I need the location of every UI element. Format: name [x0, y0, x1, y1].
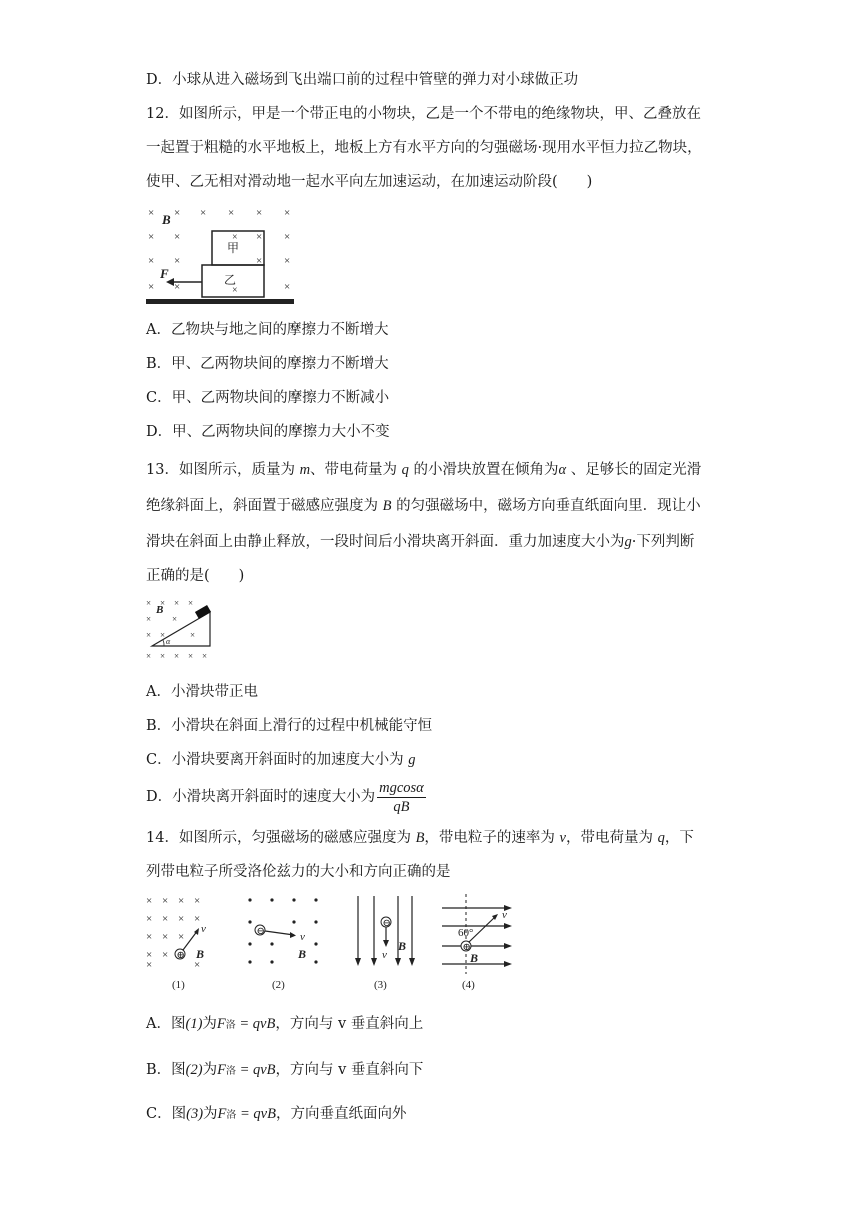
q14-figure-4 — [436, 892, 516, 992]
svg-text:×: × — [232, 285, 238, 296]
svg-text:v: v — [201, 923, 206, 935]
svg-text:×: × — [162, 931, 169, 943]
svg-text:×: × — [284, 231, 291, 243]
svg-text:v: v — [502, 909, 507, 921]
svg-text:×: × — [284, 281, 291, 293]
q12-option-b: B．甲、乙两物块间的摩擦力不断增大 — [146, 356, 389, 372]
positive-charge-icon: ⊕ — [176, 950, 185, 961]
svg-text:×: × — [188, 651, 194, 661]
q13-option-d: D．小滑块离开斜面时的速度大小为 $\frac{mgcos\alpha}{qB}$ — [146, 779, 424, 815]
q13-option-c: C．小滑块要离开斜面时的加速度大小为 g — [146, 752, 416, 768]
svg-text:×: × — [284, 255, 291, 267]
svg-text:×: × — [146, 895, 153, 907]
svg-text:B: B — [196, 947, 205, 961]
ground — [146, 299, 294, 304]
svg-text:⊕: ⊕ — [462, 942, 471, 953]
q12-figure — [144, 200, 296, 308]
svg-text:×: × — [172, 614, 178, 624]
svg-text:×: × — [178, 931, 185, 943]
q14-option-b: B．图(2)为F洛 = qvB，方向与 v 垂直斜向下 — [146, 1062, 424, 1078]
svg-text:×: × — [174, 207, 181, 219]
block-jia-label: 甲 — [227, 241, 240, 255]
negative-charge-icon: ⊖ — [256, 926, 265, 937]
svg-text:×: × — [162, 949, 169, 961]
svg-text:×: × — [200, 207, 207, 219]
q13-stem-line1: 13．如图所示，质量为 m、带电荷量为 q 的小滑块放置在倾角为α 、足够长的固定光滑 — [146, 462, 702, 478]
svg-text:×: × — [162, 913, 169, 925]
q14-option-a: A．图(1)为F洛 = qvB，方向与 v 垂直斜向上 — [146, 1016, 424, 1032]
q12-option-a: A．乙物块与地之间的摩擦力不断增大 — [146, 322, 389, 338]
q13-option-b: B．小滑块在斜面上滑行的过程中机械能守恒 — [146, 718, 433, 734]
svg-text:×: × — [256, 255, 263, 267]
q14-option-c: C．图(3)为F洛 = qvB，方向垂直纸面向外 — [146, 1106, 407, 1122]
q13-stem-line2: 绝缘斜面上，斜面置于磁感应强度为 B 的匀强磁场中，磁场方向垂直纸面向里．现让小 — [146, 498, 701, 514]
svg-text:×: × — [188, 598, 194, 608]
svg-text:×: × — [174, 255, 181, 267]
slider-block — [195, 605, 211, 619]
figure-3-label: (3) — [374, 979, 387, 991]
q14-figure-1 — [144, 892, 218, 992]
svg-text:×: × — [146, 614, 152, 624]
svg-text:×: × — [202, 651, 208, 661]
svg-text:×: × — [160, 630, 166, 640]
svg-text:×: × — [148, 255, 155, 267]
svg-text:×: × — [228, 207, 235, 219]
q12-stem-line1: 12．如图所示，甲是一个带正电的小物块，乙是一个不带电的绝缘物块，甲、乙叠放在 — [146, 106, 701, 122]
svg-text:×: × — [146, 651, 152, 661]
figure-2-label: (2) — [272, 979, 285, 991]
angle-label: 60° — [458, 927, 474, 939]
svg-text:×: × — [160, 598, 166, 608]
svg-text:×: × — [148, 231, 155, 243]
svg-text:×: × — [174, 281, 181, 293]
q14-figure-2 — [244, 892, 324, 992]
q13-option-a: A．小滑块带正电 — [146, 684, 258, 700]
svg-text:×: × — [232, 232, 238, 243]
figure-1-label: (1) — [172, 979, 185, 991]
svg-text:×: × — [190, 630, 196, 640]
svg-text:×: × — [194, 959, 201, 971]
q13-stem-line4: 正确的是( ) — [146, 568, 245, 584]
svg-text:v: v — [382, 949, 387, 961]
q13-figure — [144, 596, 214, 662]
svg-text:×: × — [148, 281, 155, 293]
svg-text:×: × — [174, 598, 180, 608]
q12-stem-line2: 一起置于粗糙的水平地板上，地板上方有水平方向的匀强磁场·现用水平恒力拉乙物块， — [146, 140, 702, 156]
q14-stem-line1: 14．如图所示，匀强磁场的磁感应强度为 B，带电粒子的速率为 v，带电荷量为 q，下 — [146, 830, 694, 846]
svg-text:×: × — [174, 231, 181, 243]
q12-cross: × — [148, 207, 155, 219]
svg-text:B: B — [298, 947, 307, 961]
q12-force-label: F — [160, 266, 169, 281]
svg-text:⊖: ⊖ — [382, 918, 391, 929]
svg-text:×: × — [146, 959, 153, 971]
q13-stem-line3: 滑块在斜面上由静止释放，一段时间后小滑块离开斜面．重力加速度大小为g·下列判断 — [146, 534, 695, 550]
svg-text:×: × — [194, 895, 201, 907]
velocity-fraction: $\frac{mgcos\alpha}{qB}$ — [379, 779, 424, 815]
q14-stem-line2: 列带电粒子所受洛伦兹力的大小和方向正确的是 — [146, 864, 451, 880]
block-yi-label: 乙 — [224, 273, 237, 287]
svg-text:B: B — [470, 951, 479, 965]
svg-text:×: × — [146, 949, 153, 961]
q11-option-d: D．小球从进入磁场到飞出端口前的过程中管壁的弹力对小球做正功 — [146, 72, 579, 88]
svg-text:×: × — [178, 895, 185, 907]
svg-text:×: × — [160, 651, 166, 661]
q12-field-label: B — [162, 212, 171, 227]
velocity-arrow-2 — [265, 931, 294, 935]
svg-text:v: v — [300, 931, 305, 943]
q13-field-label: B — [156, 604, 164, 616]
q12-stem-line3: 使甲、乙无相对滑动地一起水平向左加速运动，在加速运动阶段( ) — [146, 174, 593, 190]
svg-text:×: × — [284, 207, 291, 219]
svg-text:×: × — [178, 913, 185, 925]
q13-angle-label: α — [166, 637, 171, 646]
figure-4-label: (4) — [462, 979, 475, 991]
svg-text:×: × — [146, 913, 153, 925]
svg-text:×: × — [162, 895, 169, 907]
svg-text:×: × — [174, 651, 180, 661]
q14-figure-3 — [350, 892, 416, 992]
svg-text:×: × — [146, 598, 152, 608]
svg-text:×: × — [194, 913, 201, 925]
q12-option-c: C．甲、乙两物块间的摩擦力不断减小 — [146, 390, 390, 406]
svg-text:×: × — [146, 931, 153, 943]
svg-text:B: B — [398, 939, 407, 953]
svg-text:×: × — [256, 207, 263, 219]
svg-text:×: × — [256, 231, 263, 243]
q12-option-d: D．甲、乙两物块间的摩擦力大小不变 — [146, 424, 390, 440]
svg-text:×: × — [146, 630, 152, 640]
